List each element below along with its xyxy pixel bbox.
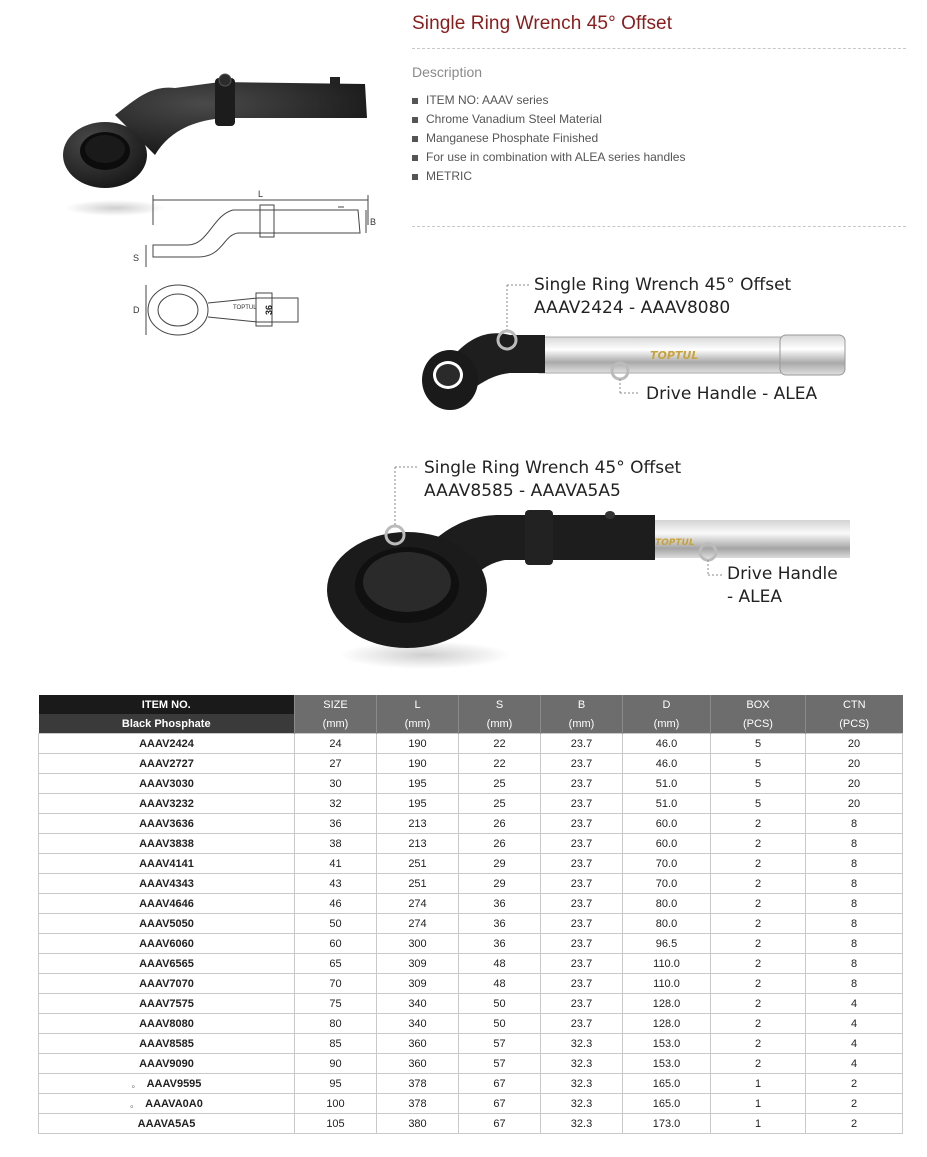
cell-b: 32.3 [541, 1094, 623, 1114]
description-item: Manganese Phosphate Finished [412, 129, 685, 148]
header-D-unit: (mm) [623, 714, 711, 734]
cell-b: 23.7 [541, 734, 623, 754]
cell-s: 29 [459, 874, 541, 894]
item-code-text: AAAV9595 [146, 1078, 202, 1090]
cell-size: 30 [295, 774, 377, 794]
cell-box: 2 [711, 934, 806, 954]
table-row [39, 1074, 903, 1094]
item-code-text: AAAV9090 [139, 1057, 194, 1070]
cell-l: 380 [377, 1114, 459, 1134]
cell-l: 300 [377, 934, 459, 954]
callout1-handle: Drive Handle - ALEA [646, 384, 818, 404]
cell-box: 1 [711, 1114, 806, 1134]
cell-b: 32.3 [541, 1074, 623, 1094]
cell-l: 378 [377, 1074, 459, 1094]
item-code-text: AAAV3636 [139, 817, 194, 830]
cell-s: 26 [459, 814, 541, 834]
cell-l: 360 [377, 1054, 459, 1074]
cell-size: 95 [295, 1074, 377, 1094]
cell-size: 32 [295, 794, 377, 814]
cell-d: 70.0 [623, 854, 711, 874]
table-row [39, 1034, 903, 1054]
cell-ctn: 4 [806, 994, 903, 1014]
cell-box: 2 [711, 974, 806, 994]
cell-s: 48 [459, 974, 541, 994]
item-code-text: AAAV8585 [139, 1037, 194, 1050]
cell-size: 24 [295, 734, 377, 754]
item-code-text: AAAV3030 [139, 777, 194, 790]
cell-l: 274 [377, 894, 459, 914]
table-row [39, 794, 903, 814]
item-code-text: AAAVA0A0 [145, 1098, 203, 1110]
cell-s: 67 [459, 1074, 541, 1094]
cell-d: 110.0 [623, 974, 711, 994]
cell-size: 50 [295, 914, 377, 934]
cell-item-code [39, 734, 295, 754]
cell-b: 23.7 [541, 934, 623, 954]
cell-item-code [39, 854, 295, 874]
table-row [39, 734, 903, 754]
cell-b: 23.7 [541, 974, 623, 994]
cell-l: 360 [377, 1034, 459, 1054]
table-row [39, 1114, 903, 1134]
item-code-text: AAAV7575 [139, 997, 194, 1010]
cell-size: 75 [295, 994, 377, 1014]
callout1-range: AAAV2424 - AAAV8080 [534, 298, 731, 318]
description-item: For use in combination with ALEA series handles [412, 148, 685, 167]
cell-d: 80.0 [623, 914, 711, 934]
header-item-no: ITEM NO. [39, 695, 295, 714]
table-row [39, 814, 903, 834]
cell-ctn: 8 [806, 874, 903, 894]
cell-size: 85 [295, 1034, 377, 1054]
cell-item-code [39, 1034, 295, 1054]
cell-box: 1 [711, 1094, 806, 1114]
cell-b: 23.7 [541, 1014, 623, 1034]
cell-s: 25 [459, 794, 541, 814]
spec-table-body [39, 734, 903, 1134]
cell-s: 50 [459, 1014, 541, 1034]
table-row [39, 1014, 903, 1034]
cell-item-code [39, 894, 295, 914]
table-row [39, 854, 903, 874]
cell-b: 23.7 [541, 994, 623, 1014]
cell-b: 23.7 [541, 754, 623, 774]
table-header-row-2 [39, 714, 903, 734]
label-L: L [258, 189, 264, 199]
description-item: ITEM NO: AAAV series [412, 91, 685, 110]
item-code-text: AAAV3232 [139, 797, 194, 810]
cell-item-code [39, 754, 295, 774]
cell-d: 60.0 [623, 834, 711, 854]
divider-bottom [412, 226, 906, 227]
header-S: S [459, 695, 541, 714]
cell-s: 57 [459, 1054, 541, 1074]
cell-ctn: 2 [806, 1094, 903, 1114]
callout2-range: AAAV8585 - AAAVA5A5 [424, 481, 621, 501]
cell-s: 36 [459, 914, 541, 934]
table-row [39, 774, 903, 794]
item-code-text: AAAV4646 [139, 897, 194, 910]
header-S-unit: (mm) [459, 714, 541, 734]
cell-b: 23.7 [541, 794, 623, 814]
cell-d: 165.0 [623, 1074, 711, 1094]
cell-ctn: 8 [806, 974, 903, 994]
cell-item-code [39, 814, 295, 834]
cell-box: 2 [711, 994, 806, 1014]
label-S: S [133, 253, 140, 263]
cell-d: 110.0 [623, 954, 711, 974]
item-code-text: AAAV4141 [139, 857, 194, 870]
cell-l: 190 [377, 734, 459, 754]
header-ctn-unit: (PCS) [806, 714, 903, 734]
cell-s: 26 [459, 834, 541, 854]
header-finish: Black Phosphate [39, 714, 295, 734]
cell-s: 22 [459, 754, 541, 774]
table-header-row-1 [39, 695, 903, 714]
cell-s: 67 [459, 1094, 541, 1114]
cell-size: 27 [295, 754, 377, 774]
description-list [412, 91, 685, 186]
cell-b: 23.7 [541, 834, 623, 854]
cell-box: 2 [711, 894, 806, 914]
cell-ctn: 20 [806, 734, 903, 754]
table-row [39, 1054, 903, 1074]
cell-size: 43 [295, 874, 377, 894]
cell-d: 51.0 [623, 794, 711, 814]
callout2-title: Single Ring Wrench 45° Offset [424, 458, 682, 478]
cell-d: 153.0 [623, 1054, 711, 1074]
cell-box: 2 [711, 814, 806, 834]
cell-ctn: 20 [806, 794, 903, 814]
cell-size: 70 [295, 974, 377, 994]
header-B-unit: (mm) [541, 714, 623, 734]
item-code-text: AAAV3838 [139, 837, 194, 850]
header-ctn: CTN [806, 695, 903, 714]
table-row [39, 954, 903, 974]
description-heading: Description [412, 64, 483, 80]
cell-size: 90 [295, 1054, 377, 1074]
header-size-unit: (mm) [295, 714, 377, 734]
cell-box: 1 [711, 1074, 806, 1094]
bullet-icon [412, 174, 418, 180]
cell-size: 41 [295, 854, 377, 874]
row-mark: 。 [130, 1099, 140, 1109]
cell-ctn: 8 [806, 894, 903, 914]
cell-ctn: 8 [806, 854, 903, 874]
table-row [39, 974, 903, 994]
item-code-text: AAAV6565 [139, 957, 194, 970]
cell-item-code [39, 1014, 295, 1034]
cell-b: 32.3 [541, 1034, 623, 1054]
row-mark: 。 [131, 1079, 141, 1089]
cell-ctn: 4 [806, 1034, 903, 1054]
divider-top [412, 48, 906, 49]
cell-l: 340 [377, 994, 459, 1014]
cell-s: 25 [459, 774, 541, 794]
cell-ctn: 2 [806, 1114, 903, 1134]
cell-d: 153.0 [623, 1034, 711, 1054]
cell-size: 60 [295, 934, 377, 954]
table-row [39, 1094, 903, 1114]
bullet-icon [412, 117, 418, 123]
header-B: B [541, 695, 623, 714]
item-code-text: AAAV4343 [139, 877, 194, 890]
cell-box: 2 [711, 1054, 806, 1074]
cell-item-code [39, 774, 295, 794]
table-row [39, 874, 903, 894]
item-code-text: AAAV6060 [139, 937, 194, 950]
cell-box: 2 [711, 914, 806, 934]
cell-l: 213 [377, 814, 459, 834]
cell-ctn: 8 [806, 934, 903, 954]
header-D: D [623, 695, 711, 714]
cell-s: 50 [459, 994, 541, 1014]
cell-box: 2 [711, 1034, 806, 1054]
table-row [39, 914, 903, 934]
cell-item-code [39, 834, 295, 854]
bullet-icon [412, 98, 418, 104]
cell-size: 100 [295, 1094, 377, 1114]
cell-item-code [39, 954, 295, 974]
dimension-drawing [128, 185, 388, 345]
cell-l: 195 [377, 794, 459, 814]
cell-b: 23.7 [541, 914, 623, 934]
item-code-text: AAAV2424 [139, 737, 194, 750]
cell-d: 60.0 [623, 814, 711, 834]
description-item: Chrome Vanadium Steel Material [412, 110, 685, 129]
cell-l: 274 [377, 914, 459, 934]
cell-b: 32.3 [541, 1114, 623, 1134]
header-box-unit: (PCS) [711, 714, 806, 734]
cell-s: 48 [459, 954, 541, 974]
cell-ctn: 20 [806, 774, 903, 794]
bullet-icon [412, 136, 418, 142]
callout2-handle-line2: - ALEA [727, 587, 783, 607]
cell-item-code [39, 974, 295, 994]
callout1-title: Single Ring Wrench 45° Offset [534, 275, 792, 295]
item-code-text: AAAV8080 [139, 1017, 194, 1030]
cell-box: 5 [711, 734, 806, 754]
item-code-text: AAAVA5A5 [137, 1117, 196, 1130]
cell-size: 36 [295, 814, 377, 834]
cell-item-code [39, 914, 295, 934]
cell-box: 5 [711, 754, 806, 774]
cell-d: 51.0 [623, 774, 711, 794]
cell-item-code [39, 794, 295, 814]
label-D: D [133, 305, 140, 315]
cell-ctn: 8 [806, 954, 903, 974]
cell-size: 38 [295, 834, 377, 854]
header-size: SIZE [295, 695, 377, 714]
cell-box: 2 [711, 854, 806, 874]
item-code-text: AAAV5050 [139, 917, 194, 930]
item-code-text: AAAV2727 [139, 757, 194, 770]
cell-item-code [39, 1054, 295, 1074]
cell-box: 2 [711, 834, 806, 854]
cell-l: 309 [377, 974, 459, 994]
cell-ctn: 8 [806, 814, 903, 834]
cell-item-code [39, 1094, 295, 1114]
cell-ctn: 8 [806, 834, 903, 854]
cell-item-code [39, 994, 295, 1014]
product-title: Single Ring Wrench 45° Offset [412, 13, 673, 34]
callout2-handle-line1: Drive Handle [727, 564, 838, 584]
table-row [39, 934, 903, 954]
cell-ctn: 2 [806, 1074, 903, 1094]
cell-l: 251 [377, 874, 459, 894]
cell-d: 165.0 [623, 1094, 711, 1114]
drawing-size-mark: 36 [264, 304, 274, 315]
table-row [39, 994, 903, 1014]
cell-s: 36 [459, 934, 541, 954]
cell-d: 46.0 [623, 734, 711, 754]
cell-item-code [39, 874, 295, 894]
cell-d: 96.5 [623, 934, 711, 954]
cell-item-code [39, 1074, 295, 1094]
header-L: L [377, 695, 459, 714]
cell-d: 46.0 [623, 754, 711, 774]
handle-brand-mark-2: TOPTUL [655, 538, 695, 548]
cell-item-code [39, 934, 295, 954]
cell-l: 340 [377, 1014, 459, 1034]
cell-ctn: 8 [806, 914, 903, 934]
header-L-unit: (mm) [377, 714, 459, 734]
cell-size: 80 [295, 1014, 377, 1034]
spec-table [38, 695, 903, 1134]
cell-b: 32.3 [541, 1054, 623, 1074]
table-row [39, 754, 903, 774]
cell-box: 5 [711, 794, 806, 814]
cell-size: 105 [295, 1114, 377, 1134]
cell-box: 2 [711, 954, 806, 974]
drawing-brand-mark: TOPTUL [233, 305, 257, 311]
cell-d: 128.0 [623, 1014, 711, 1034]
cell-b: 23.7 [541, 774, 623, 794]
cell-l: 251 [377, 854, 459, 874]
cell-box: 2 [711, 1014, 806, 1034]
item-code-text: AAAV7070 [139, 977, 194, 990]
cell-d: 70.0 [623, 874, 711, 894]
cell-b: 23.7 [541, 874, 623, 894]
cell-l: 195 [377, 774, 459, 794]
header-box: BOX [711, 695, 806, 714]
table-row [39, 894, 903, 914]
cell-l: 309 [377, 954, 459, 974]
cell-s: 29 [459, 854, 541, 874]
cell-d: 128.0 [623, 994, 711, 1014]
description-item: METRIC [412, 167, 685, 186]
cell-l: 378 [377, 1094, 459, 1114]
cell-box: 2 [711, 874, 806, 894]
cell-b: 23.7 [541, 854, 623, 874]
cell-b: 23.7 [541, 814, 623, 834]
cell-item-code [39, 1114, 295, 1134]
cell-box: 5 [711, 774, 806, 794]
cell-ctn: 20 [806, 754, 903, 774]
bullet-icon [412, 155, 418, 161]
cell-ctn: 4 [806, 1054, 903, 1074]
cell-s: 57 [459, 1034, 541, 1054]
cell-d: 80.0 [623, 894, 711, 914]
cell-ctn: 4 [806, 1014, 903, 1034]
cell-size: 46 [295, 894, 377, 914]
cell-b: 23.7 [541, 954, 623, 974]
cell-l: 190 [377, 754, 459, 774]
cell-b: 23.7 [541, 894, 623, 914]
cell-l: 213 [377, 834, 459, 854]
handle-brand-mark-1: TOPTUL [650, 349, 699, 362]
table-row [39, 834, 903, 854]
cell-size: 65 [295, 954, 377, 974]
cell-d: 173.0 [623, 1114, 711, 1134]
cell-s: 67 [459, 1114, 541, 1134]
cell-s: 36 [459, 894, 541, 914]
cell-s: 22 [459, 734, 541, 754]
label-B: B [370, 217, 377, 227]
